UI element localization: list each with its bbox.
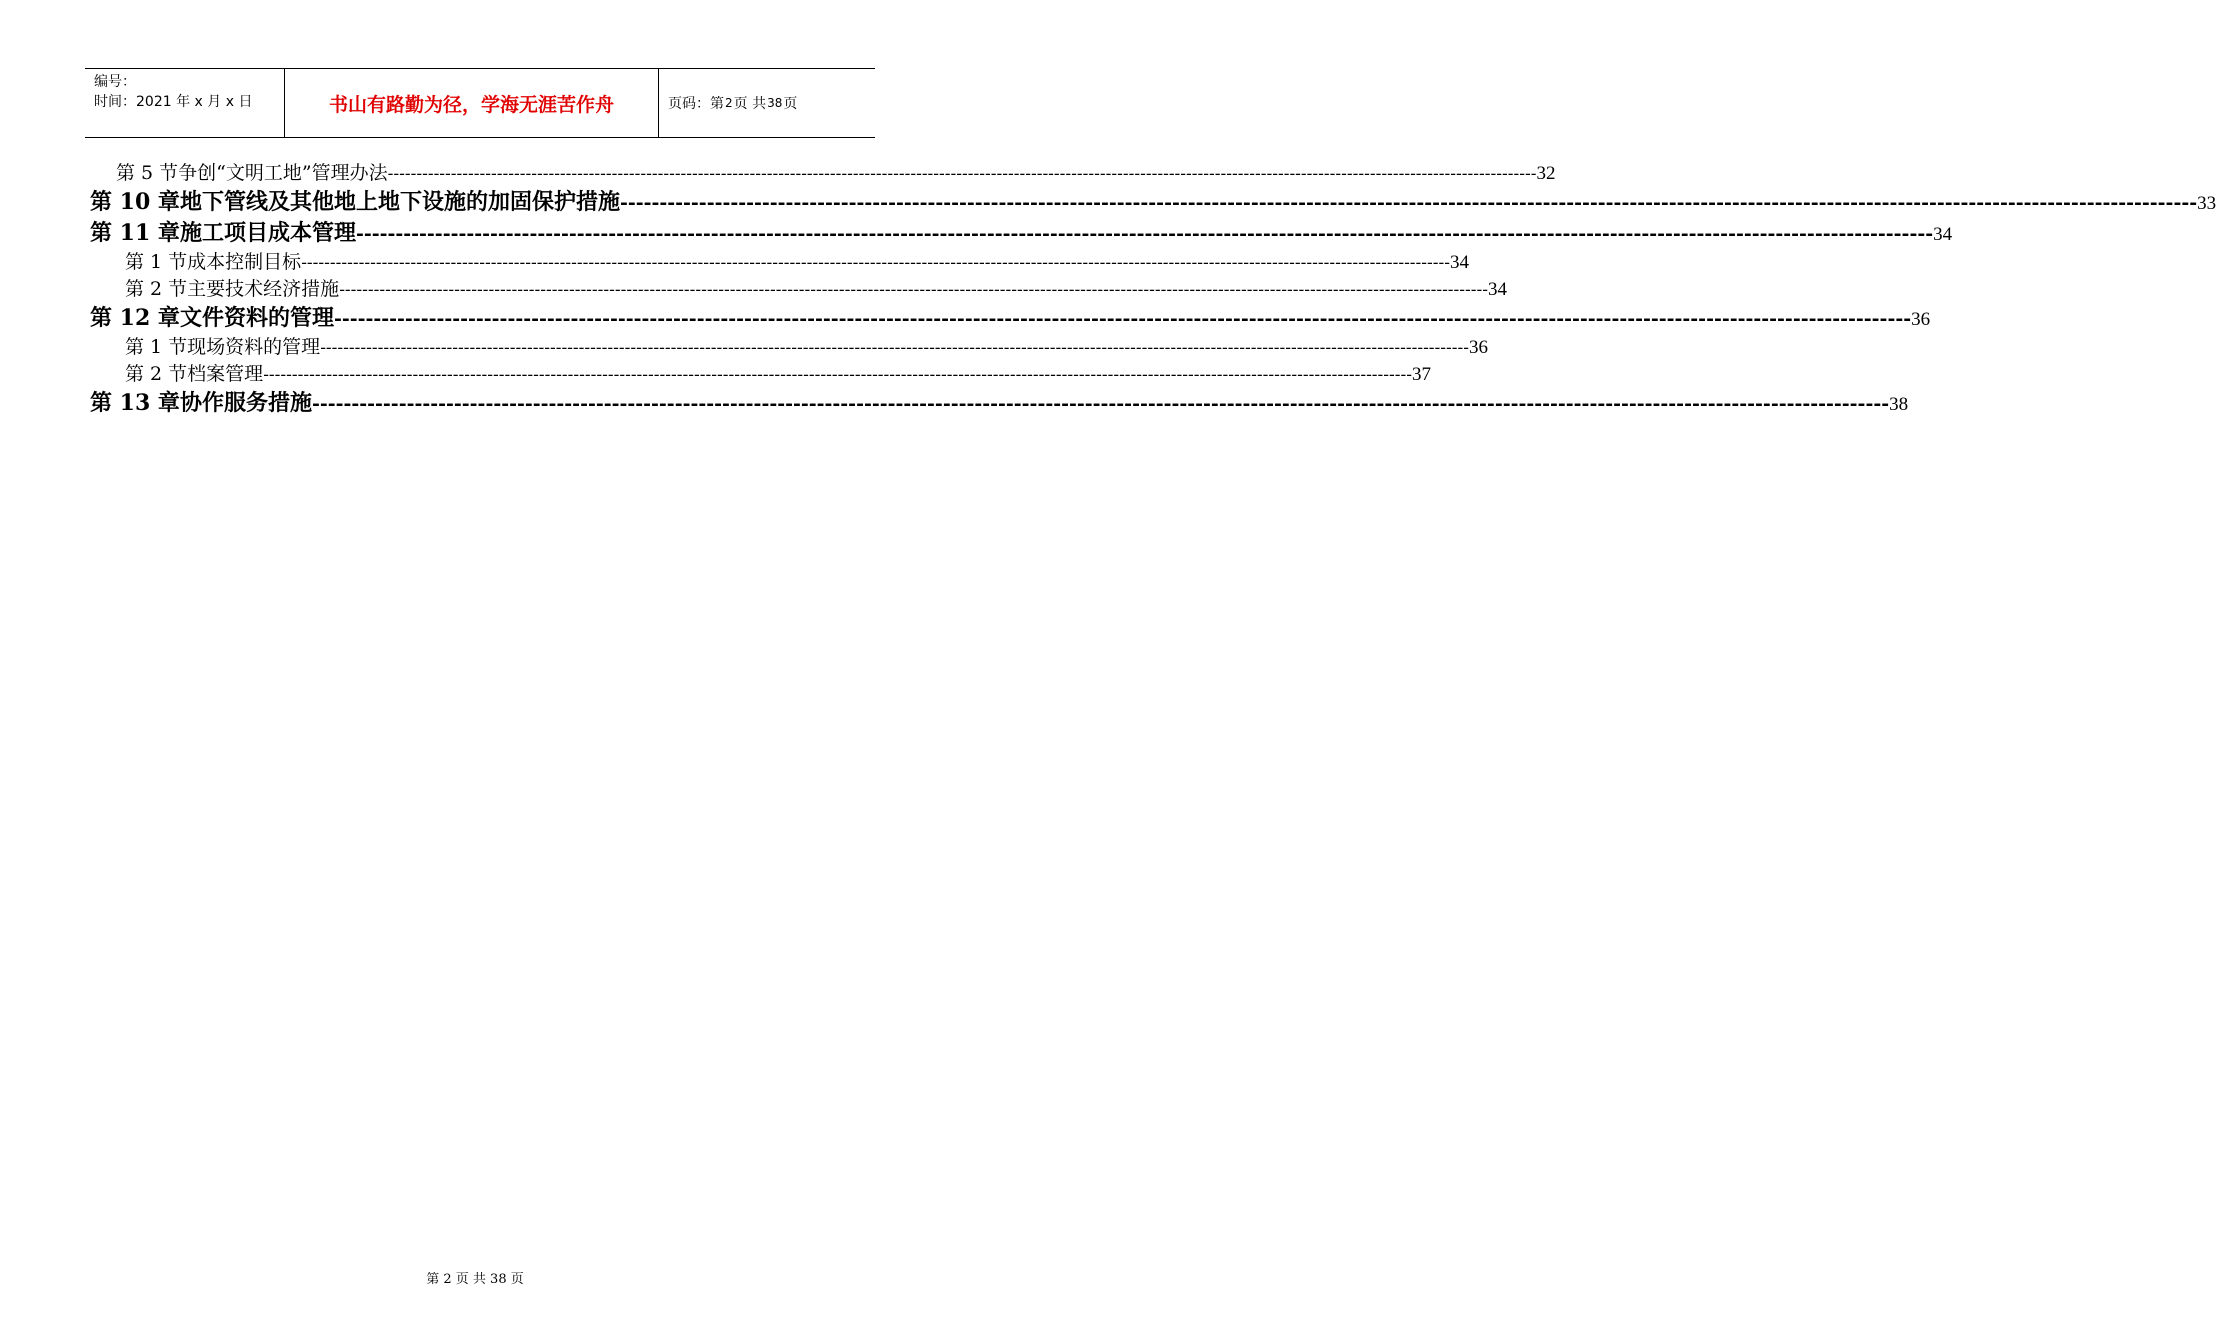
toc-leader: --------------------------------------------------------------------------------------------------------------------------------------------------------------------------------------------------------: [355, 223, 1934, 245]
page-total: 38: [767, 96, 783, 110]
toc-page: 34: [1450, 252, 1470, 273]
toc-title: 地下管线及其他地上地下设施的加固保护措施: [179, 189, 620, 215]
toc-page: 34: [1933, 224, 1953, 245]
toc-entry[interactable]: [90, 359, 1432, 386]
toc-entry[interactable]: [90, 247, 1470, 274]
page-label-pre: 页码：第: [668, 96, 724, 112]
toc-number: 第 12 章: [90, 305, 180, 331]
toc-entry[interactable]: [90, 185, 2216, 216]
toc-page: 36: [1911, 309, 1931, 330]
toc-page: 33: [2197, 193, 2216, 214]
toc-title: 现场资料的管理: [187, 336, 321, 358]
toc-leader: --------------------------------------------------------------------------------------------------------------------------------------------------------------------------------------------------------: [263, 365, 1413, 385]
toc-number: 第 2 节: [125, 278, 188, 300]
toc-entry[interactable]: [90, 274, 1508, 301]
toc-number: 第 11 章: [90, 220, 180, 246]
header-motto: 书山有路勤为径，学海无涯苦作舟: [285, 69, 659, 137]
toc-page: 37: [1412, 364, 1432, 385]
toc-leader: --------------------------------------------------------------------------------------------------------------------------------------------------------------------------------------------------------: [320, 338, 1470, 358]
page-footer: 第 2 页 共 38 页: [426, 1272, 524, 1287]
toc-title: 文件资料的管理: [179, 305, 334, 331]
header-meta: [85, 69, 285, 137]
page-header: [85, 68, 875, 138]
toc-number: 第 5 节: [116, 162, 179, 184]
toc-number: 第 10 章: [90, 189, 180, 215]
table-of-contents: [90, 158, 2216, 417]
toc-title: 主要技术经济措施: [187, 278, 340, 300]
page-number: 2: [725, 96, 733, 110]
doc-number-label: 编号：: [94, 74, 136, 90]
toc-page: 32: [1536, 163, 1556, 184]
toc-number: 第 2 节: [125, 363, 188, 385]
header-page-info: [659, 69, 875, 137]
toc-entry[interactable]: [90, 158, 1556, 185]
toc-leader: --------------------------------------------------------------------------------------------------------------------------------------------------------------------------------------------------------: [333, 308, 1912, 330]
toc-title: 施工项目成本管理: [179, 220, 356, 246]
toc-page: 34: [1488, 279, 1508, 300]
toc-title: 成本控制目标: [187, 251, 302, 273]
toc-entry[interactable]: [90, 216, 1953, 247]
toc-number: 第 1 节: [125, 251, 188, 273]
toc-leader: --------------------------------------------------------------------------------------------------------------------------------------------------------------------------------------------------------: [339, 280, 1489, 300]
toc-entry[interactable]: [90, 332, 1489, 359]
toc-title: 争创“文明工地”管理办法: [178, 162, 388, 184]
toc-leader: --------------------------------------------------------------------------------------------------------------------------------------------------------------------------------------------------------: [619, 192, 2198, 214]
page-label-post: 页: [783, 96, 798, 112]
toc-leader: --------------------------------------------------------------------------------------------------------------------------------------------------------------------------------------------------------: [301, 253, 1451, 273]
toc-entry[interactable]: [90, 386, 1909, 417]
toc-title: 协作服务措施: [179, 390, 312, 416]
doc-time-label: 时间：2021 年 x 月 x 日: [94, 94, 253, 110]
toc-number: 第 1 节: [125, 336, 188, 358]
toc-leader: --------------------------------------------------------------------------------------------------------------------------------------------------------------------------------------------------------: [311, 393, 1890, 415]
toc-leader: --------------------------------------------------------------------------------------------------------------------------------------------------------------------------------------------------------: [387, 164, 1537, 184]
page-label-mid: 页 共: [733, 96, 767, 112]
toc-title: 档案管理: [187, 363, 264, 385]
toc-number: 第 13 章: [90, 390, 180, 416]
toc-entry[interactable]: [90, 301, 1931, 332]
toc-page: 36: [1469, 337, 1489, 358]
toc-page: 38: [1889, 394, 1909, 415]
